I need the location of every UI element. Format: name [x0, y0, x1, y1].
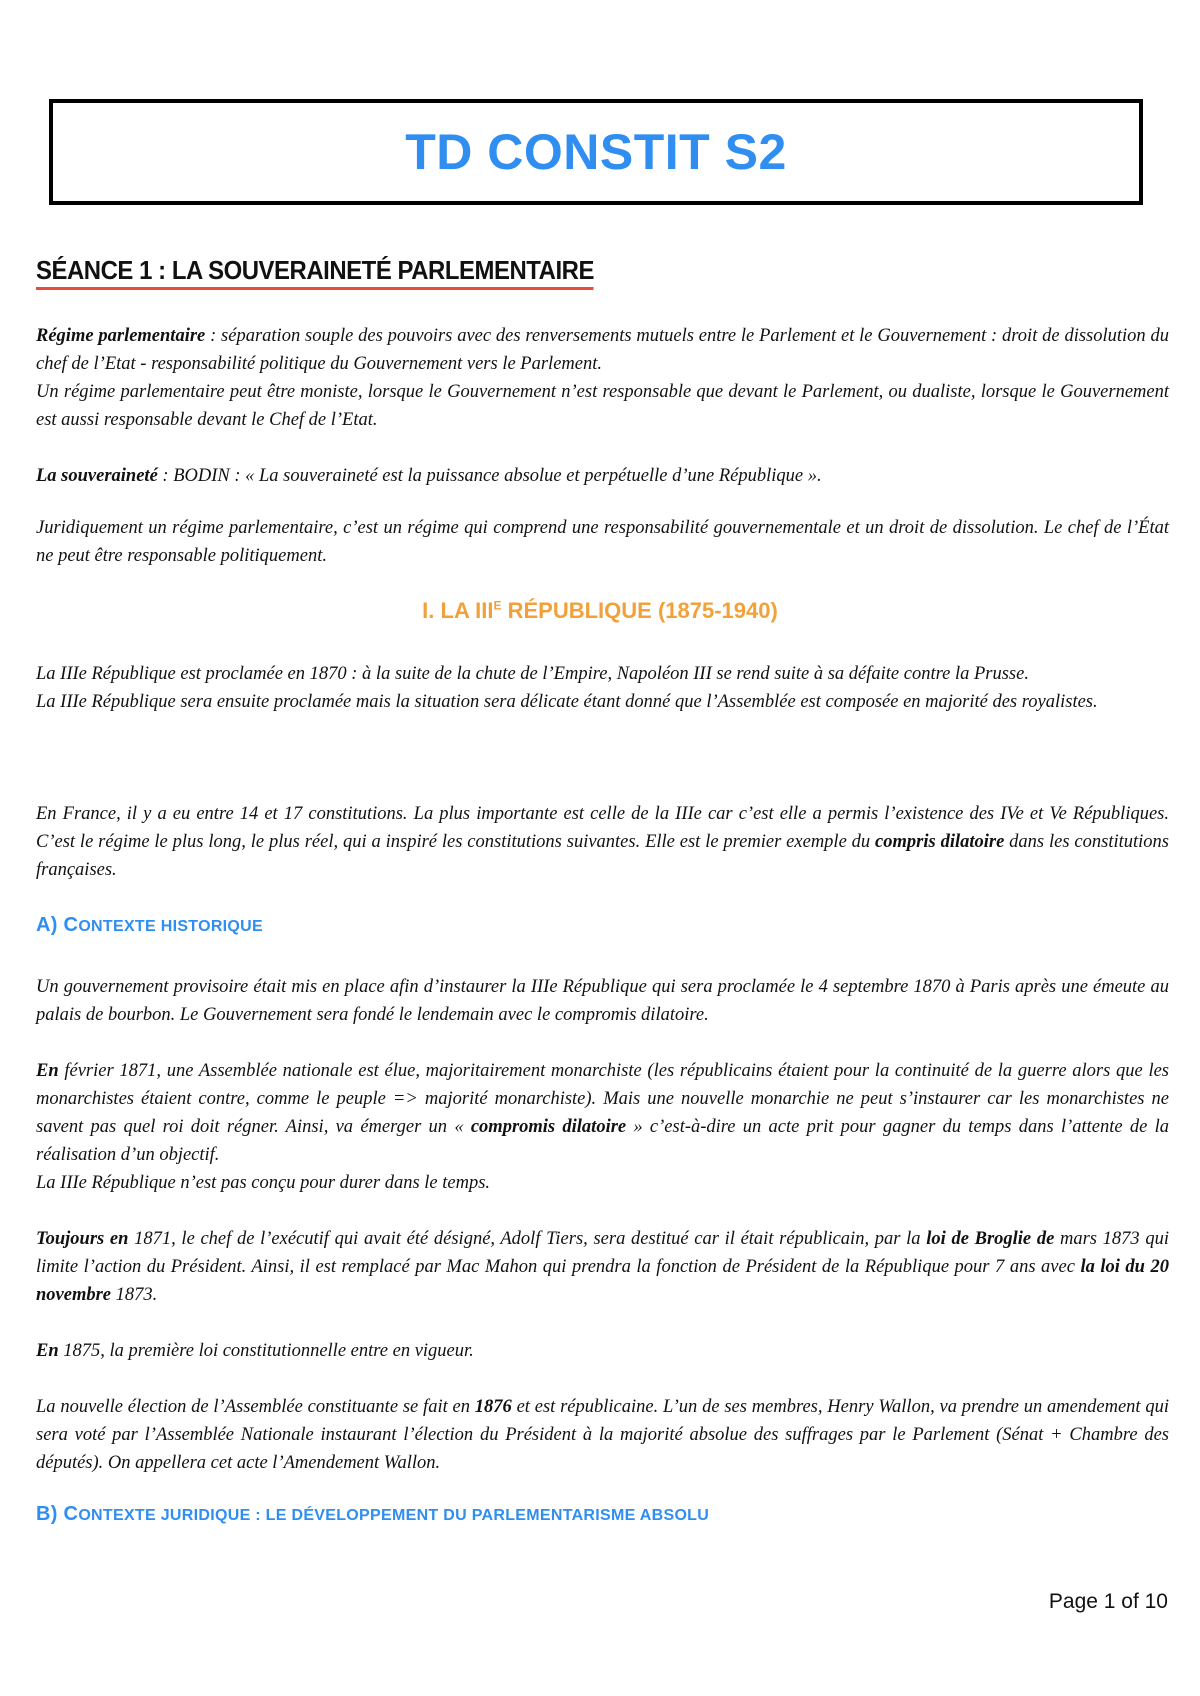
paragraph-amendement-wallon: La nouvelle élection de l’Assemblée constituante se fait en 1876 et est républicaine. L’un de ses membres, Henry Wallon, va prendre un amendement qui sera voté par l’Assemblée Nationale instaurant l’élection du Président à la majorité absolue des suffrages par le Parlement (Sénat + Chambre des députés). On appellera cet acte l’Amendement Wallon.: [36, 1397, 1169, 1473]
term-regime-parlementaire: Régime parlementaire: [36, 326, 206, 346]
page-number: Page 1 of 10: [1048, 1590, 1168, 1613]
subsection-heading-contexte-juridique: B) CONTEXTE JURIDIQUE : LE DÉVELOPPEMENT DU PARLEMENTARISME ABSOLU: [36, 1503, 710, 1525]
paragraph-1875: En 1875, la première loi constitutionnelle entre en vigueur.: [36, 1341, 474, 1361]
term-souverainete: La souveraineté: [36, 466, 158, 486]
subsection-heading-contexte-historique: A) CONTEXTE HISTORIQUE: [36, 914, 263, 936]
paragraph-fevrier-1871: En février 1871, une Assemblée nationale est élue, majoritairement monarchiste (les républicains étaient pour la continuité de la guerre alors que les monarchistes étaient contre, comme le peuple => majorité monarchiste). Mais une nouvelle monarchie ne peut s’instaurer car les monarchistes ne savent pas quel roi doit régner. Ainsi, va émerger un « compromis dilatoire » c’est-à-dire un acte prit pour gagner du temps dans l’attente de la réalisation d’un objectif. La IIIe République n’est pas conçu pour durer dans le temps.: [36, 1061, 1169, 1193]
paragraph-souverainete: La souveraineté : BODIN : « La souveraineté est la puissance absolue et perpétuelle d’une République ».: [36, 466, 822, 486]
paragraph-constitutions: En France, il y a eu entre 14 et 17 constitutions. La plus importante est celle de la IIIe car c’est elle a permis l’existence des IVe et Ve Républiques. C’est le régime le plus long, le plus réel, qui a inspiré les constitutions suivantes. Elle est le premier exemple du compris dilatoire dans les constitutions françaises.: [36, 804, 1169, 880]
seance-heading: SÉANCE 1 : LA SOUVERAINETÉ PARLEMENTAIRE: [36, 255, 594, 290]
document-title: TD CONSTIT S2: [405, 124, 787, 180]
paragraph-regime-parlementaire: Régime parlementaire : séparation souple des pouvoirs avec des renversements mutuels entre le Parlement et le Gouvernement : droit de dissolution du chef de l’Etat - responsabilité politique du Gouvernement vers le Parlement. Un régime parlementaire peut être moniste, lorsque le Gouvernement n’est responsable que devant le Parlement, ou dualiste, lorsque le Gouvernement est aussi responsable devant le Chef de l’Etat.: [36, 326, 1169, 430]
title-box: [49, 99, 1143, 205]
paragraph-toujours-1871: Toujours en 1871, le chef de l’exécutif qui avait été désigné, Adolf Tiers, sera destitué car il était républicain, par la loi de Broglie de mars 1873 qui limite l’action du Président. Ainsi, il est remplacé par Mac Mahon qui prendra la fonction de Président de la République pour 7 ans avec la loi du 20 novembre 1873.: [36, 1229, 1170, 1305]
paragraph-proclamation: La IIIe République est proclamée en 1870 : à la suite de la chute de l’Empire, Napoléon III se rend suite à sa défaite contre la Prusse. La IIIe République sera ensuite proclamée mais la situation sera délicate étant donné que l’Assemblée est composée en majorité des royalistes.: [36, 664, 1098, 712]
paragraph-juridiquement: Juridiquement un régime parlementaire, c’est un régime qui comprend une responsabilité gouvernementale et un droit de dissolution. Le chef de l’État ne peut être responsable politiquement.: [36, 518, 1169, 566]
paragraph-gouvernement-provisoire: Un gouvernement provisoire était mis en place afin d’instaurer la IIIe République qui sera proclamée le 4 septembre 1870 à Paris après une émeute au palais de bourbon. Le Gouvernement sera fondé le lendemain avec le compromis dilatoire.: [36, 977, 1169, 1025]
section-heading-iiie-republique: I. LA $III^E$ RÉPUBLIQUE (1875-1940): [422, 598, 778, 623]
